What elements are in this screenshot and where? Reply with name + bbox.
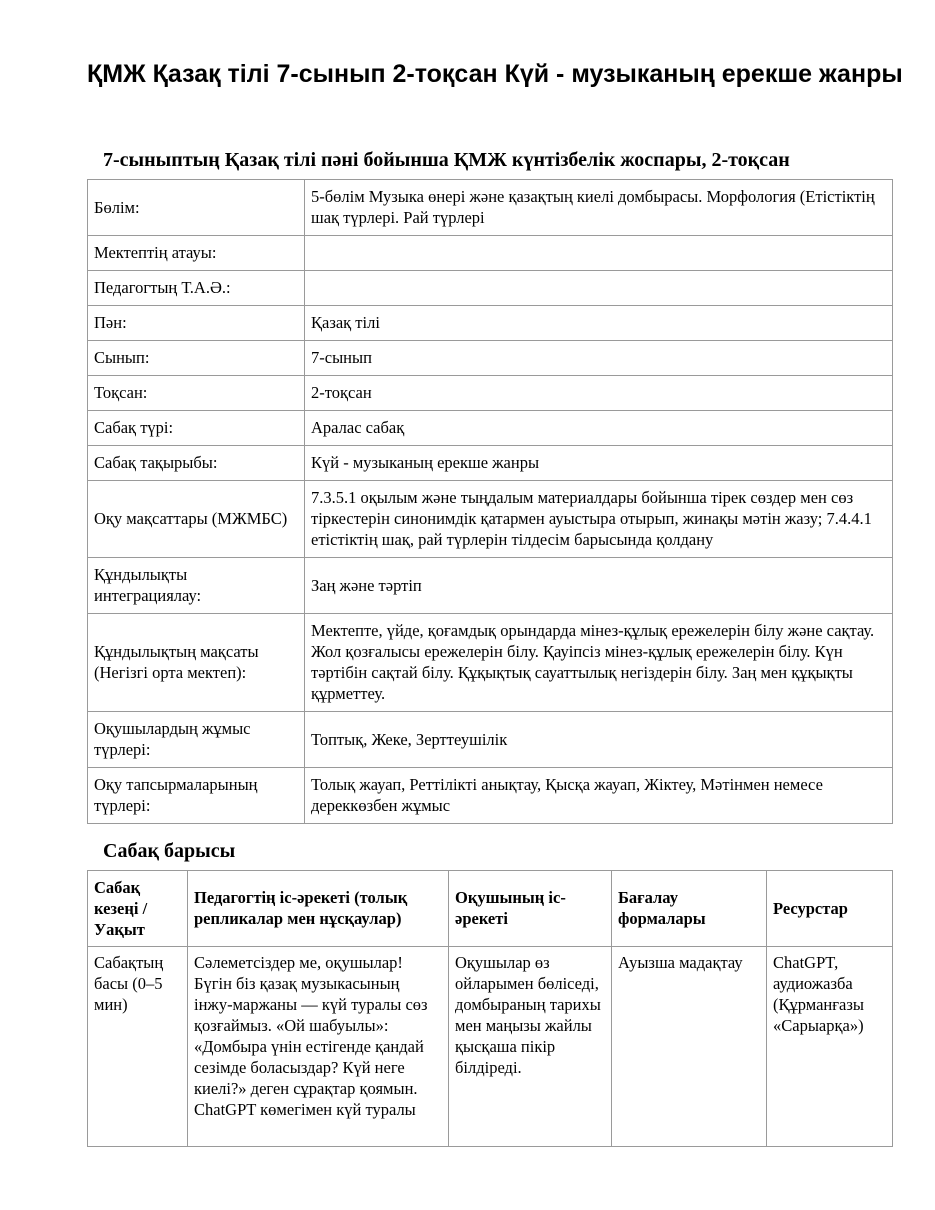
- info-row-learning-objectives: [88, 481, 893, 558]
- info-value: Күй - музыканың ерекше жанры: [305, 446, 893, 481]
- info-label: Пән:: [88, 306, 305, 341]
- info-row-value-goal: [88, 614, 893, 712]
- cell-teacher-actions: Сәлеметсіздер ме, оқушылар! Бүгін біз қазақ музыкасының інжу-маржаны — күй туралы сөз қозғаймыз. «Ой шабуылы»: «Домбыра үнін естігенде қандай сезімде боласыздар? Күй неге киелі?» деген сұрақтар қоямын. ChatGPT көмегімен күй туралы: [188, 947, 449, 1147]
- info-row-work-types: [88, 712, 893, 768]
- info-label: Оқушылардың жұмыс түрлері:: [88, 712, 305, 768]
- cell-student-actions: Оқушылар өз ойларымен бөліседі, домбыраның тарихы мен маңызы жайлы қысқаша пікір білдіреді.: [449, 947, 612, 1147]
- info-label: Тоқсан:: [88, 376, 305, 411]
- info-value: 7.3.5.1 оқылым және тыңдалым материалдары бойынша тірек сөздер мен сөз тіркестерін синонимдік қатармен ауыстыра отырып, жинақы мәтін жазу; 7.4.4.1 етістіктің шақ, рай түрлерін тілдесім барысында қолдану: [305, 481, 893, 558]
- lesson-progress-table: [87, 870, 893, 1147]
- info-value: Мектепте, үйде, қоғамдық орындарда мінез-құлық ережелерін білу және сақтау. Жол қозғалысы ережелерін білу. Қауіпсіз мінез-құлық ережелерін білу. Күн тәртібін сақтай білу. Құқықтық сауаттылық негіздерін білу. Заң мен құқықты құрметтеу.: [305, 614, 893, 712]
- info-row-lesson-topic: [88, 446, 893, 481]
- info-value: Толық жауап, Реттілікті анықтау, Қысқа жауап, Жіктеу, Мәтінмен немесе дереккөзбен жұмыс: [305, 768, 893, 824]
- plan-heading: 7-сыныптың Қазақ тілі пәні бойынша ҚМЖ күнтізбелік жоспары, 2-тоқсан: [103, 149, 790, 171]
- info-value: [305, 236, 893, 271]
- info-row-quarter: [88, 376, 893, 411]
- info-value: 7-сынып: [305, 341, 893, 376]
- info-row-subject: [88, 306, 893, 341]
- column-header-teacher-actions: Педагогтің іс-әрекеті (толық репликалар мен нұсқаулар): [188, 871, 449, 947]
- info-value: Аралас сабақ: [305, 411, 893, 446]
- info-label: Педагогтың Т.А.Ә.:: [88, 271, 305, 306]
- lesson-info-table: [87, 179, 893, 824]
- info-value: [305, 271, 893, 306]
- info-value: 5-бөлім Музыка өнері және қазақтың киелі домбырасы. Морфология (Етістіктің шақ түрлері. Рай түрлері: [305, 180, 893, 236]
- info-label: Құндылықтың мақсаты (Негізгі орта мектеп):: [88, 614, 305, 712]
- info-label: Сабақ түрі:: [88, 411, 305, 446]
- cell-stage: Сабақтың басы (0–5 мин): [88, 947, 188, 1147]
- cell-assessment: Ауызша мадақтау: [612, 947, 767, 1147]
- info-row-lesson-type: [88, 411, 893, 446]
- table-row: [88, 947, 893, 1147]
- column-header-stage: Сабақ кезеңі / Уақыт: [88, 871, 188, 947]
- table-header-row: [88, 871, 893, 947]
- info-value: Заң және тәртіп: [305, 558, 893, 614]
- info-label: Оқу мақсаттары (МЖМБС): [88, 481, 305, 558]
- info-row-section: [88, 180, 893, 236]
- column-header-assessment: Бағалау формалары: [612, 871, 767, 947]
- info-label: Мектептің атауы:: [88, 236, 305, 271]
- info-value: Топтық, Жеке, Зерттеушілік: [305, 712, 893, 768]
- info-row-grade: [88, 341, 893, 376]
- info-row-teacher: [88, 271, 893, 306]
- info-value: 2-тоқсан: [305, 376, 893, 411]
- info-label: Сабақ тақырыбы:: [88, 446, 305, 481]
- column-header-student-actions: Оқушының іс-әрекеті: [449, 871, 612, 947]
- info-label: Оқу тапсырмаларының түрлері:: [88, 768, 305, 824]
- info-label: Бөлім:: [88, 180, 305, 236]
- info-row-value-integration: [88, 558, 893, 614]
- page-title: ҚМЖ Қазақ тілі 7-сынып 2-тоқсан Күй - музыканың ерекше жанры: [87, 60, 903, 88]
- info-row-task-types: [88, 768, 893, 824]
- info-label: Сынып:: [88, 341, 305, 376]
- column-header-resources: Ресурстар: [767, 871, 893, 947]
- info-row-school: [88, 236, 893, 271]
- info-label: Құндылықты интеграциялау:: [88, 558, 305, 614]
- info-value: Қазақ тілі: [305, 306, 893, 341]
- cell-resources: ChatGPT, аудиожазба (Құрманғазы «Сарыарқа»): [767, 947, 893, 1147]
- lesson-progress-heading: Сабақ барысы: [103, 840, 236, 862]
